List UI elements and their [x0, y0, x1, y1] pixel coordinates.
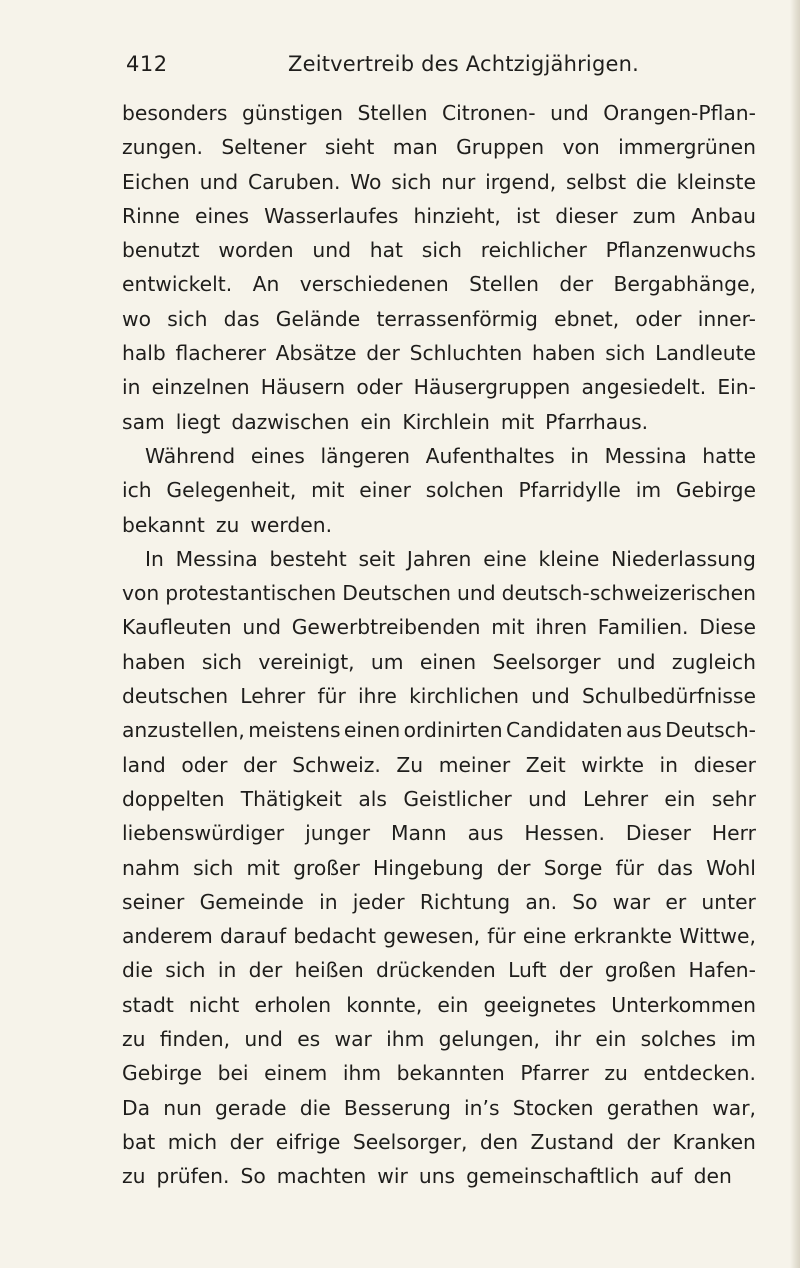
text-line: seiner Gemeinde in jeder Richtung an. So war er unter: [122, 889, 756, 914]
text-line: haben sich vereinigt, um einen Seelsorger und zugleich: [122, 649, 756, 674]
text-line: zungen. Seltener sieht man Gruppen von immergrünen: [122, 135, 756, 160]
text-line: Eichen und Caruben. Wo sich nur irgend, selbst die kleinste: [122, 169, 756, 194]
text-line: wo sich das Gelände terrassenförmig ebnet, oder inner-: [122, 306, 756, 331]
text-line: Während eines längeren Aufenthaltes in Messina hatte: [145, 443, 756, 468]
text-line: deutschen Lehrer für ihre kirchlichen und Schulbedürfnisse: [122, 684, 756, 709]
text-line: sam liegt dazwischen ein Kirchlein mit Pfarrhaus.: [122, 409, 649, 434]
text-line: zu prüfen. So machten wir uns gemeinschaftlich auf den: [122, 1164, 732, 1189]
text-line: bat mich der eifrige Seelsorger, den Zustand der Kranken: [122, 1129, 756, 1154]
text-line: anderem darauf bedacht gewesen, für eine erkrankte Wittwe,: [122, 924, 756, 949]
text-line: land oder der Schweiz. Zu meiner Zeit wirkte in dieser: [122, 752, 756, 777]
text-line: zu finden, und es war ihm gelungen, ihr ein solches im: [122, 1027, 756, 1052]
text-line: Gebirge bei einem ihm bekannten Pfarrer zu entdecken.: [122, 1061, 756, 1086]
text-line: Da nun gerade die Besserung in’s Stocken gerathen war,: [122, 1095, 756, 1120]
page-edge-shadow: [790, 0, 800, 1268]
text-line: ich Gelegenheit, mit einer solchen Pfarridylle im Gebirge: [122, 478, 756, 503]
text-line: nahm sich mit großer Hingebung der Sorge für das Wohl: [122, 855, 756, 880]
text-line: doppelten Thätigkeit als Geistlicher und Lehrer ein sehr: [122, 786, 756, 811]
text-line: Kaufleuten und Gewerbtreibenden mit ihren Familien. Diese: [122, 615, 756, 640]
text-line: benutzt worden und hat sich reichlicher Pflanzenwuchs: [122, 238, 756, 263]
running-head: [126, 48, 726, 88]
text-line: bekannt zu werden.: [122, 512, 333, 537]
text-line: besonders günstigen Stellen Citronen- und Orangen-Pflan-: [122, 101, 756, 125]
text-line: die sich in der heißen drückenden Luft der großen Hafen-: [122, 958, 756, 983]
text-line: liebenswürdiger junger Mann aus Hessen. Dieser Herr: [122, 821, 756, 846]
text-line: stadt nicht erholen konnte, ein geeignetes Unterkommen: [122, 992, 756, 1017]
text-line: In Messina besteht seit Jahren eine kleine Niederlassung: [145, 546, 756, 571]
text-line: in einzelnen Häusern oder Häusergruppen angesiedelt. Ein-: [122, 375, 756, 400]
body-text: [122, 96, 756, 1194]
text-line: entwickelt. An verschiedenen Stellen der Bergabhänge,: [122, 272, 756, 297]
running-title: Zeitvertreib des Achtzigjährigen.: [288, 52, 639, 76]
text-line: anzustellen, meistens einen ordinirten Candidaten aus Deutsch-: [122, 718, 756, 743]
text-line: halb flacherer Absätze der Schluchten haben sich Landleute: [122, 341, 756, 366]
text-line: von protestantischen Deutschen und deutsch-schweizerischen: [122, 581, 756, 606]
text-line: Rinne eines Wasserlaufes hinzieht, ist dieser zum Anbau: [122, 203, 756, 228]
page-number: 412: [126, 52, 168, 76]
